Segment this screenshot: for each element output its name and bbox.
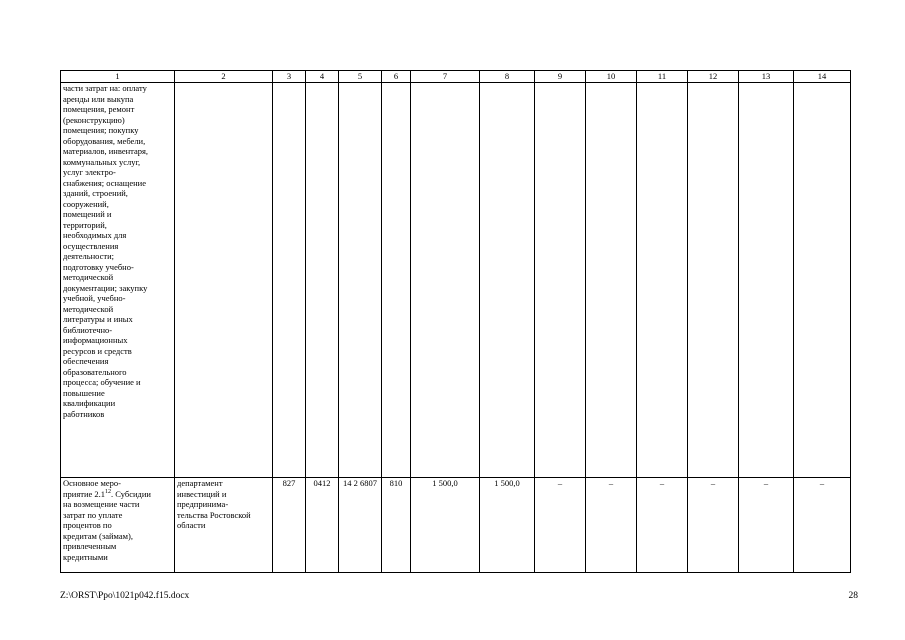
activity-name-prefix: Основное меро- приятие 2.1 [63, 478, 122, 499]
table-cell [739, 83, 794, 478]
col-header-12: 12 [688, 71, 739, 83]
year-amount-cell: – [794, 478, 851, 573]
table-cell [339, 83, 382, 478]
col-header-11: 11 [637, 71, 688, 83]
table-cell [688, 83, 739, 478]
col-header-6: 6 [382, 71, 411, 83]
activity-description-cell: части затрат на: оплату аренды или выкупа помещения, ремонт (реконструкцию) помещения; покупку оборудования, мебели, материалов, инвентаря, коммунальных услуг, услуг электро- снабжения; оснащение зданий, строений, сооружений, помещений и территорий, необходимых для осуществления деятельности; подготовку учебно- методической документации; закупку учебной, учебно- методической литературы и иных библиотечно- информационных ресурсов и средств обеспечения образовательного процесса; обучение и повышение квалификации работников [61, 83, 175, 478]
col-header-14: 14 [794, 71, 851, 83]
col-header-9: 9 [535, 71, 586, 83]
col-header-4: 4 [306, 71, 339, 83]
table-cell [586, 83, 637, 478]
col-header-3: 3 [273, 71, 306, 83]
table-row [61, 478, 851, 573]
year-amount-cell: – [535, 478, 586, 573]
grbs-code-cell: 827 [273, 478, 306, 573]
section-code-cell: 0412 [306, 478, 339, 573]
executor-cell: департамент инвестиций и предпринима- тельства Ростовской области [175, 478, 273, 573]
year-amount-cell: – [739, 478, 794, 573]
col-header-7: 7 [411, 71, 480, 83]
table-cell [480, 83, 535, 478]
col-header-13: 13 [739, 71, 794, 83]
expense-type-cell: 810 [382, 478, 411, 573]
activity-name-cell [61, 478, 175, 573]
page-number: 28 [848, 591, 858, 601]
table-cell [535, 83, 586, 478]
total-amount-cell: 1 500,0 [411, 478, 480, 573]
table-cell [411, 83, 480, 478]
table-cell [273, 83, 306, 478]
year-amount-cell: – [586, 478, 637, 573]
table-cell [382, 83, 411, 478]
col-header-1: 1 [61, 71, 175, 83]
activity-name-suffix: . Субсидии на возмещение части затрат по уплате процентов по кредитам (займам), привлеченным кредитными [63, 488, 151, 562]
col-header-8: 8 [480, 71, 535, 83]
col-header-10: 10 [586, 71, 637, 83]
year-amount-cell: – [688, 478, 739, 573]
file-path: Z:\ORST\Ppo\1021p042.f15.docx [60, 591, 190, 601]
table-cell [306, 83, 339, 478]
year-amount-cell: 1 500,0 [480, 478, 535, 573]
table-row [61, 83, 851, 478]
footnote-marker: 12 [105, 488, 112, 495]
table-cell [175, 83, 273, 478]
table-cell [794, 83, 851, 478]
col-header-5: 5 [339, 71, 382, 83]
year-amount-cell: – [637, 478, 688, 573]
budget-table [60, 70, 851, 573]
table-cell [637, 83, 688, 478]
header-row [61, 71, 851, 83]
target-article-cell: 14 2 6807 [339, 478, 382, 573]
col-header-2: 2 [175, 71, 273, 83]
